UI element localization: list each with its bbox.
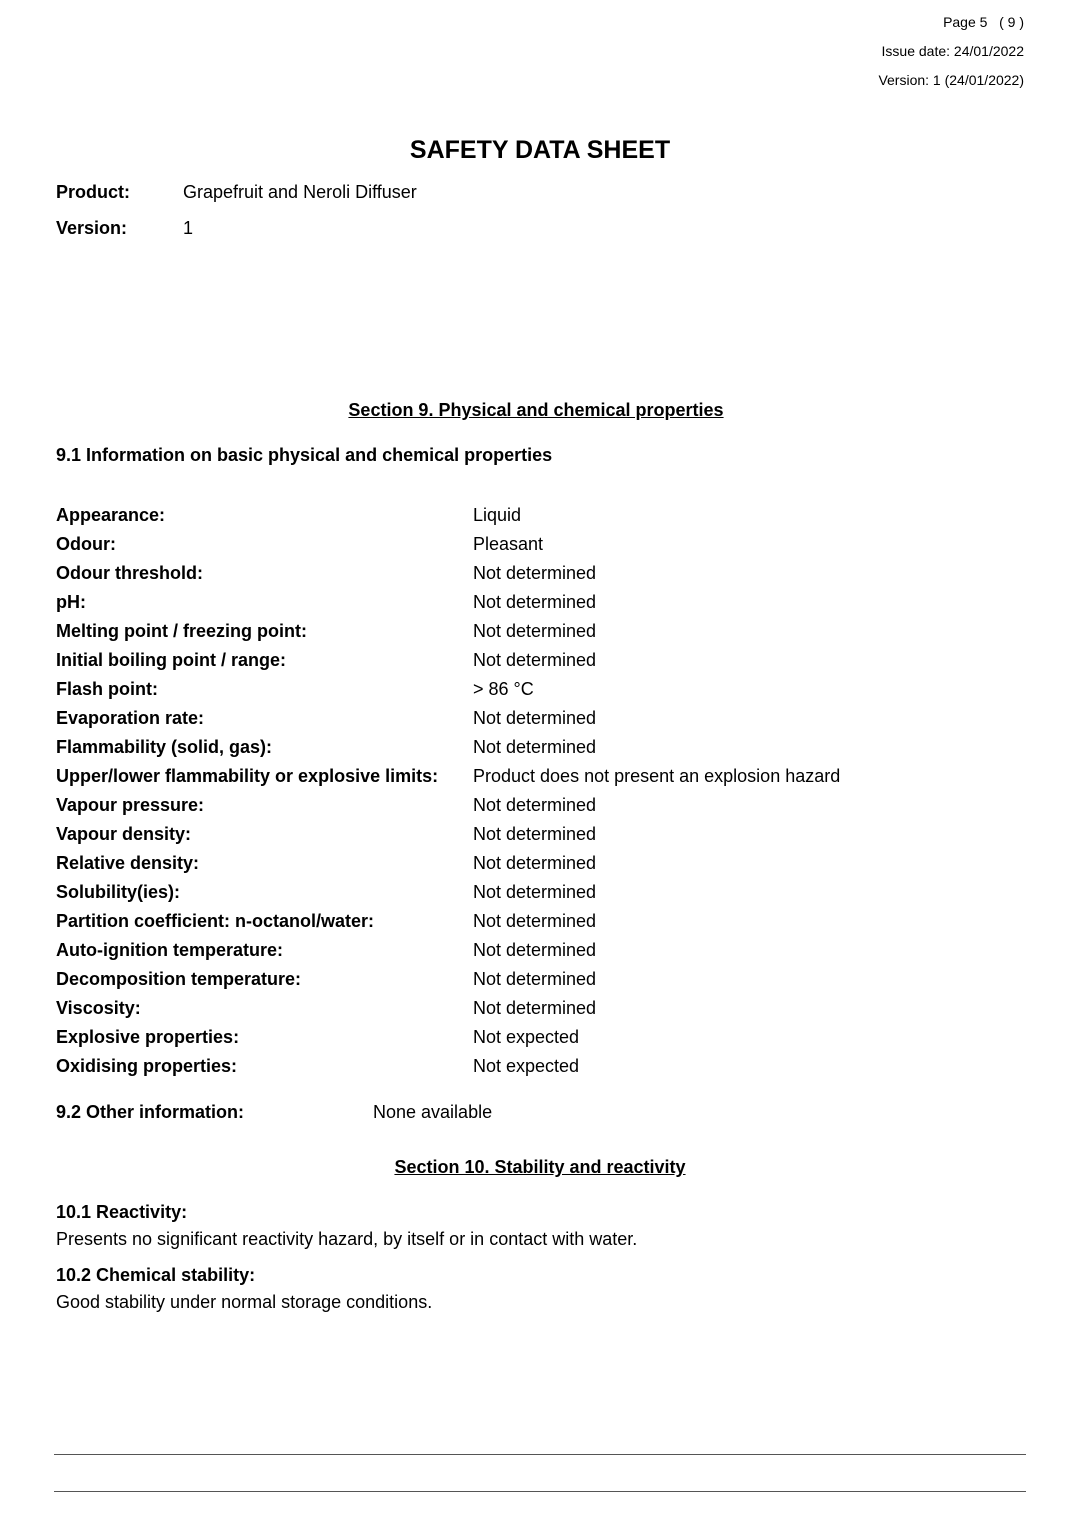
property-row [56,648,1026,677]
property-row [56,735,1026,764]
reactivity-text: Presents no significant reactivity hazard, by itself or in contact with water. [56,1229,638,1249]
property-value: Not determined [473,592,597,612]
property-row [56,532,1026,561]
property-label: Partition coefficient: n-octanol/water: [56,911,375,931]
property-row [56,764,1026,793]
other-information-label: 9.2 Other information: [56,1102,245,1122]
property-row [56,880,1026,909]
version-date: Version: 1 (24/01/2022) [878,72,1024,88]
property-row [56,909,1026,938]
section-9-1-heading: 9.1 Information on basic physical and chemical properties [56,445,553,465]
property-value: Not determined [473,708,597,728]
properties-table [56,503,1026,1083]
property-value: Not determined [473,650,597,670]
property-value: > 86 °C [473,679,534,699]
property-row [56,706,1026,735]
footer-rule-top [54,1454,1026,1455]
property-value: Not determined [473,882,597,902]
page-number [943,14,1024,30]
property-label: Relative density: [56,853,200,873]
product-value: Grapefruit and Neroli Diffuser [183,182,417,202]
property-label: Vapour pressure: [56,795,205,815]
property-label: Flash point: [56,679,158,699]
property-value: Liquid [473,505,522,525]
document-title: SAFETY DATA SHEET [409,136,671,164]
property-label: Melting point / freezing point: [56,621,307,641]
property-value: Not determined [473,998,597,1018]
chemical-stability-label: 10.2 Chemical stability: [56,1265,256,1285]
property-row [56,938,1026,967]
property-row [56,1025,1026,1054]
property-value: Not determined [473,737,597,757]
property-row [56,590,1026,619]
property-row [56,677,1026,706]
property-row [56,619,1026,648]
property-value: Not determined [473,940,597,960]
property-row [56,1054,1026,1083]
property-label: Explosive properties: [56,1027,240,1047]
property-row [56,851,1026,880]
property-value: Not determined [473,853,597,873]
reactivity-label: 10.1 Reactivity: [56,1202,188,1222]
property-label: Appearance: [56,505,166,525]
property-label: Oxidising properties: [56,1056,238,1076]
property-label: Upper/lower flammability or explosive limits: [56,766,439,786]
property-value: Not determined [473,911,597,931]
property-row [56,822,1026,851]
property-label: Evaporation rate: [56,708,205,728]
property-value: Not determined [473,795,597,815]
property-label: Viscosity: [56,998,141,1018]
footer-rule-bottom [54,1491,1026,1492]
property-label: Decomposition temperature: [56,969,302,989]
property-value: Not determined [473,621,597,641]
property-value: Product does not present an explosion hazard [473,766,841,786]
product-label: Product: [56,182,130,202]
property-value: Not determined [473,824,597,844]
section-10-heading: Section 10. Stability and reactivity [394,1157,686,1177]
property-row [56,561,1026,590]
property-label: Odour: [56,534,116,554]
version-label: Version: [56,218,128,238]
page-number-total: ( 9 ) [999,14,1024,30]
property-value: Not determined [473,969,597,989]
property-row [56,793,1026,822]
property-value: Pleasant [473,534,544,554]
property-row [56,967,1026,996]
property-label: Solubility(ies): [56,882,181,902]
property-label: pH: [56,592,86,612]
property-label: Initial boiling point / range: [56,650,286,670]
property-value: Not expected [473,1056,580,1076]
issue-date: Issue date: 24/01/2022 [881,43,1024,59]
version-value: 1 [183,218,194,238]
section-9-heading: Section 9. Physical and chemical properties [348,400,724,420]
property-label: Auto-ignition temperature: [56,940,283,960]
property-label: Vapour density: [56,824,192,844]
page-number-current: Page 5 [943,14,988,30]
property-value: Not determined [473,563,597,583]
property-label: Flammability (solid, gas): [56,737,273,757]
property-row [56,503,1026,532]
other-information-value: None available [373,1102,493,1122]
property-row [56,996,1026,1025]
chemical-stability-text: Good stability under normal storage conditions. [56,1292,433,1312]
property-label: Odour threshold: [56,563,203,583]
property-value: Not expected [473,1027,580,1047]
